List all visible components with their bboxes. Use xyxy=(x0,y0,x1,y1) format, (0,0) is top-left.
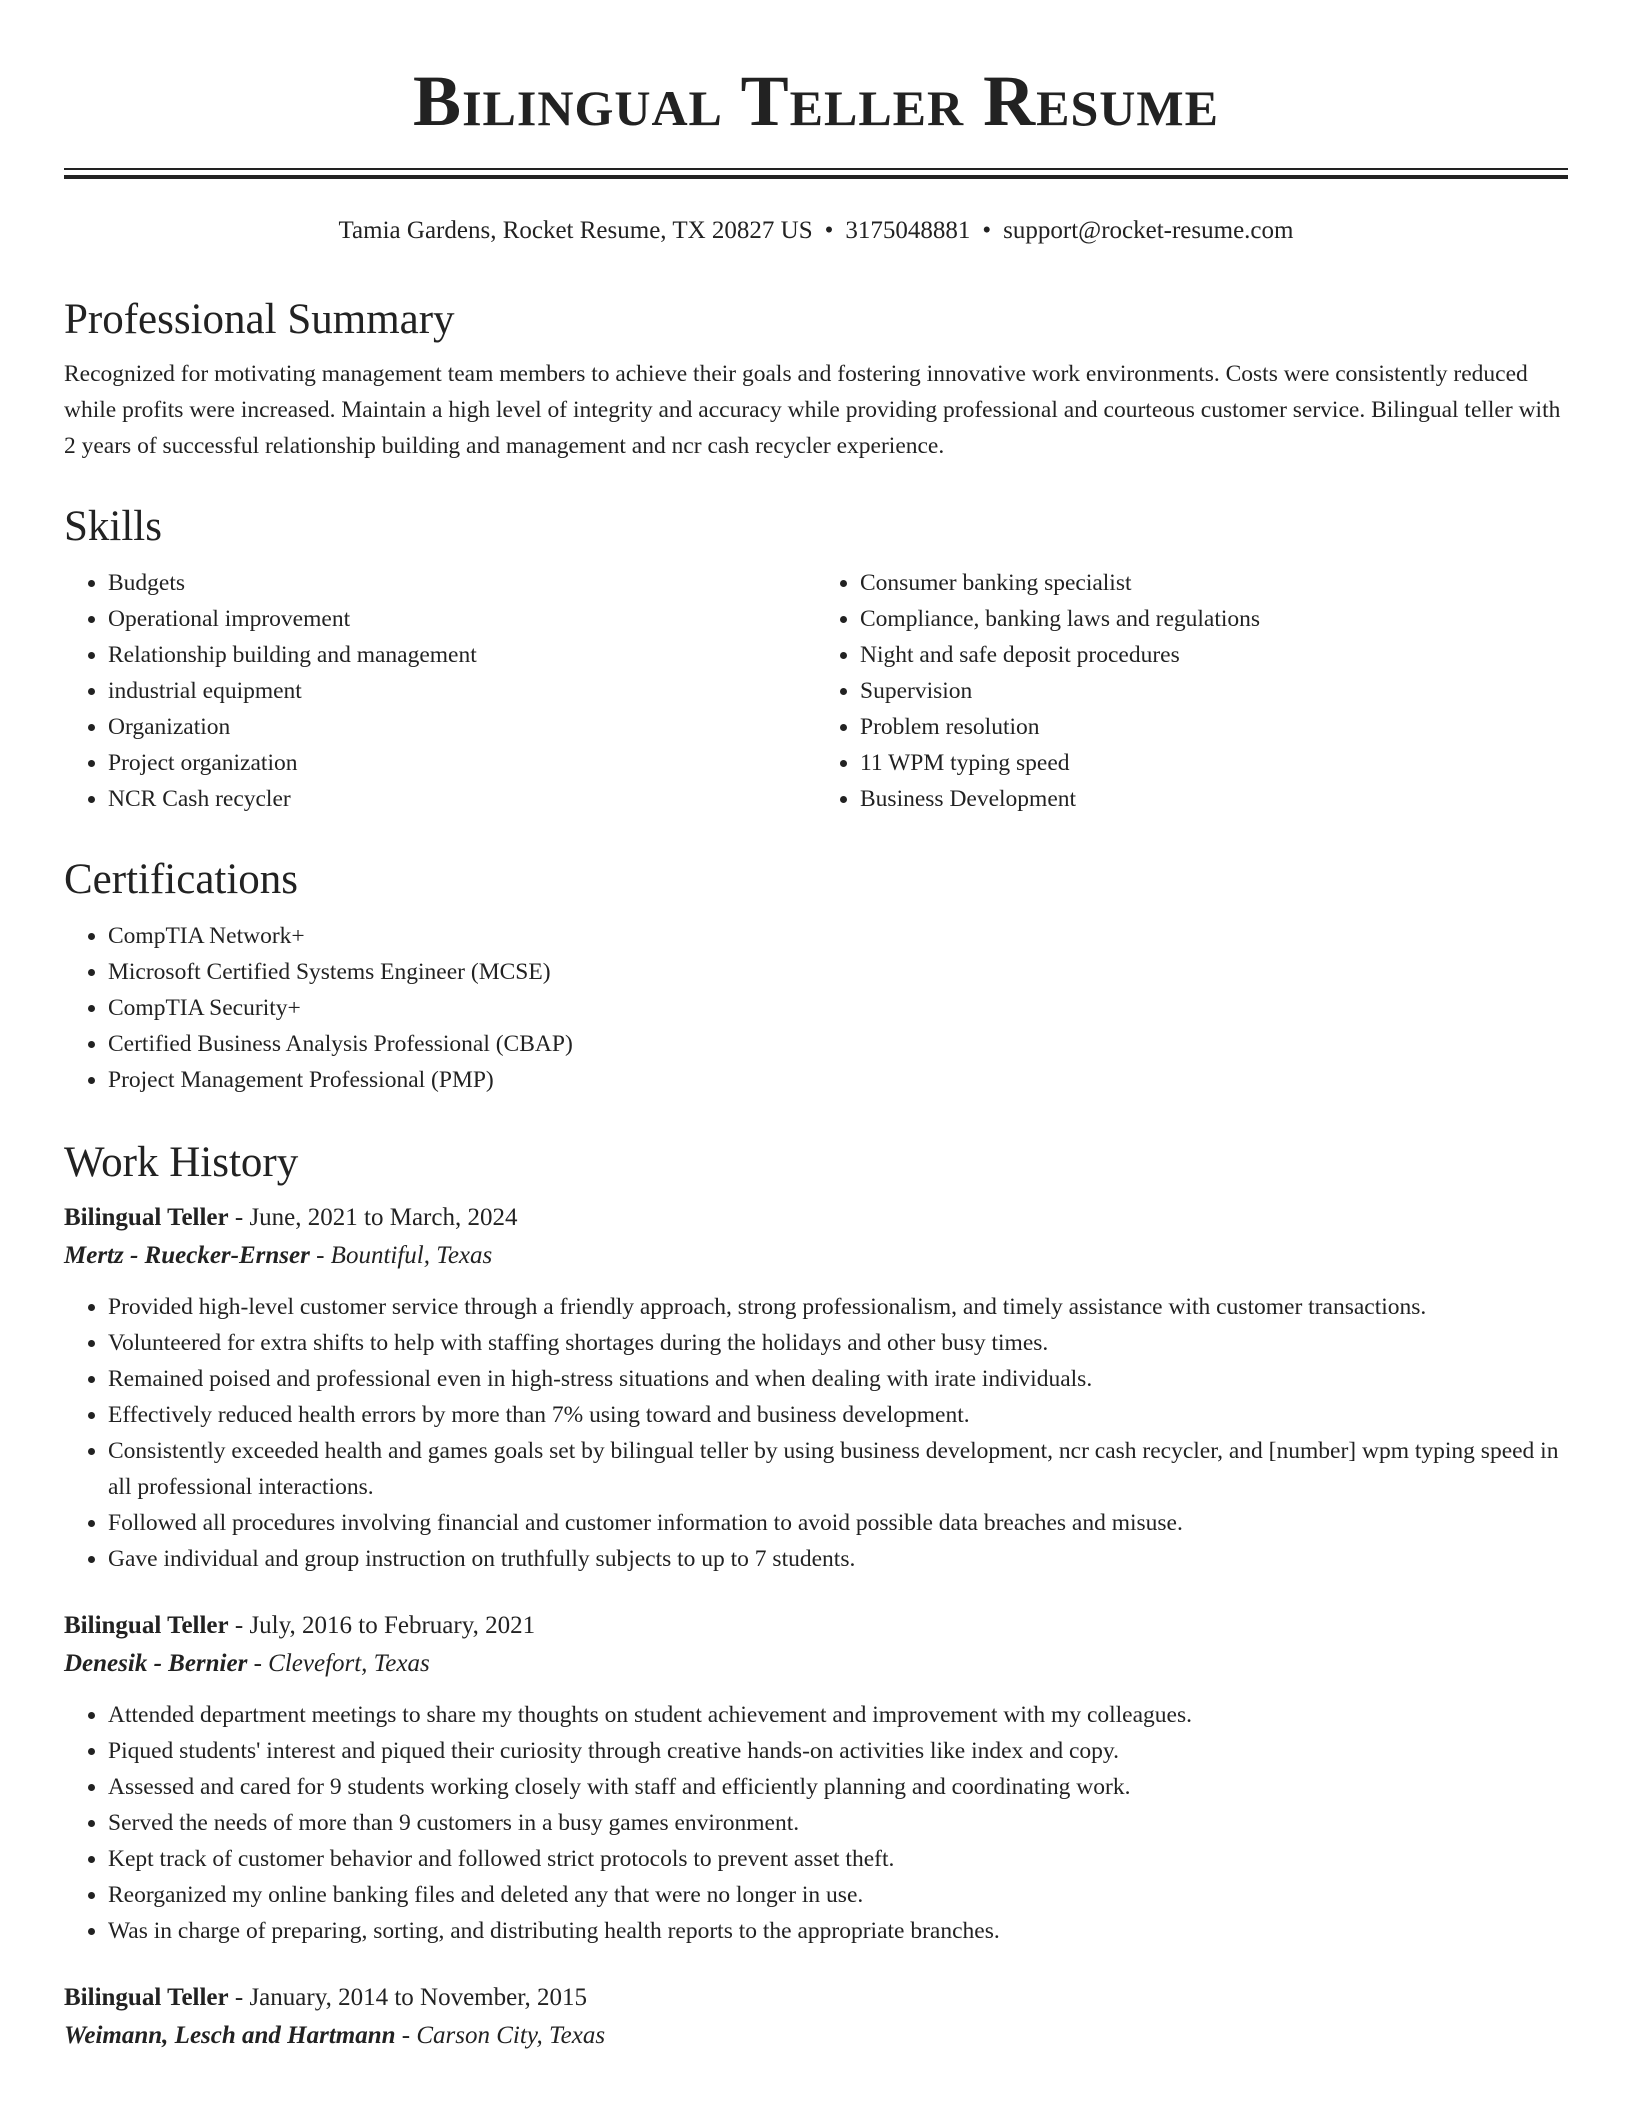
job-title: Bilingual Teller xyxy=(64,1612,229,1639)
job-location: - Carson City, Texas xyxy=(395,2022,606,2049)
job-entry xyxy=(64,1199,1568,1577)
job-entry xyxy=(64,1607,1568,1949)
certification-item: • Certified Business Analysis Professional (CBAP) xyxy=(108,1026,1568,1062)
job-location: - Bountiful, Texas xyxy=(309,1242,493,1269)
job-company: Denesik - Bernier xyxy=(64,1650,248,1677)
resume-title: Bilingual Teller Resume xyxy=(413,61,1219,141)
certification-item: • Microsoft Certified Systems Engineer (MCSE) xyxy=(108,954,1568,990)
job-dates: - January, 2014 to November, 2015 xyxy=(228,1984,588,2011)
skill-item: • Compliance, banking laws and regulations xyxy=(860,601,1568,637)
job-duty: • Attended department meetings to share my thoughts on student achievement and improvement with my colleagues. xyxy=(108,1697,1568,1733)
skill-item: • Problem resolution xyxy=(860,709,1568,745)
skill-item: • Organization xyxy=(108,709,816,745)
skill-item: • Operational improvement xyxy=(108,601,816,637)
skill-item: • Budgets xyxy=(108,565,816,601)
skill-item: • industrial equipment xyxy=(108,673,816,709)
title-rule-thin xyxy=(64,168,1568,170)
work-history-section xyxy=(64,1135,1568,2055)
certifications-section xyxy=(64,852,1568,1098)
certification-item: • CompTIA Security+ xyxy=(108,990,1568,1026)
skills-left-list xyxy=(64,565,816,817)
work-history-heading: Work History xyxy=(64,1139,299,1186)
job-duties-list xyxy=(64,1697,1568,1949)
job-company-line xyxy=(64,2017,1568,2055)
job-duty: • Followed all procedures involving financial and customer information to avoid possible data breaches and misuse. xyxy=(108,1505,1568,1541)
title-rule-thick xyxy=(64,175,1568,179)
job-duty: • Volunteered for extra shifts to help with staffing shortages during the holidays and other busy times. xyxy=(108,1325,1568,1361)
job-duty: • Consistently exceeded health and games goals set by bilingual teller by using business development, ncr cash recycler, and [number] wpm typing speed in all professional interactions. xyxy=(108,1433,1568,1505)
contact-line xyxy=(0,212,1632,250)
certification-item: • CompTIA Network+ xyxy=(108,918,1568,954)
job-duty: • Remained poised and professional even in high-stress situations and when dealing with irate individuals. xyxy=(108,1361,1568,1397)
job-duty: • Gave individual and group instruction on truthfully subjects to up to 7 students. xyxy=(108,1541,1568,1577)
certifications-list xyxy=(64,918,1568,1098)
job-location: - Clevefort, Texas xyxy=(247,1650,430,1677)
skill-item: • NCR Cash recycler xyxy=(108,781,816,817)
job-duty: • Piqued students' interest and piqued their curiosity through creative hands-on activities like index and copy. xyxy=(108,1733,1568,1769)
job-duty: • Assessed and cared for 9 students working closely with staff and efficiently planning and coordinating work. xyxy=(108,1769,1568,1805)
job-duty: • Served the needs of more than 9 customers in a busy games environment. xyxy=(108,1805,1568,1841)
job-duty: • Reorganized my online banking files and deleted any that were no longer in use. xyxy=(108,1877,1568,1913)
job-dates: - July, 2016 to February, 2021 xyxy=(228,1612,536,1639)
job-title-line xyxy=(64,1607,1568,1645)
job-duty: • Provided high-level customer service through a friendly approach, strong professionalism, and timely assistance with customer transactions. xyxy=(108,1289,1568,1325)
job-company-line xyxy=(64,1237,1568,1275)
skill-item: • Project organization xyxy=(108,745,816,781)
job-title-line xyxy=(64,1199,1568,1237)
job-duty: • Effectively reduced health errors by more than 7% using toward and business development. xyxy=(108,1397,1568,1433)
skill-item: • 11 WPM typing speed xyxy=(860,745,1568,781)
job-entry xyxy=(64,1979,1568,2055)
job-company: Weimann, Lesch and Hartmann xyxy=(64,2022,396,2049)
skills-right-list xyxy=(816,565,1568,817)
summary-heading: Professional Summary xyxy=(64,296,455,343)
contact-email: support@rocket-resume.com xyxy=(1003,217,1294,244)
job-duties-list xyxy=(64,1289,1568,1577)
job-duty: • Was in charge of preparing, sorting, and distributing health reports to the appropriate branches. xyxy=(108,1913,1568,1949)
job-company-line xyxy=(64,1645,1568,1683)
summary-section xyxy=(64,292,1568,464)
certifications-heading: Certifications xyxy=(64,856,299,903)
skill-item: • Night and safe deposit procedures xyxy=(860,637,1568,673)
separator-dot: • xyxy=(982,217,992,244)
job-title-line xyxy=(64,1979,1568,2017)
separator-dot: • xyxy=(824,217,834,244)
job-duty: • Kept track of customer behavior and followed strict protocols to prevent asset theft. xyxy=(108,1841,1568,1877)
job-title: Bilingual Teller xyxy=(64,1204,229,1231)
job-dates: - June, 2021 to March, 2024 xyxy=(228,1204,518,1231)
summary-text: Recognized for motivating management team members to achieve their goals and fostering innovative work environments. Costs were consistently reduced while profits were increased. Maintain a high level of integrity and accuracy while providing professional and courteous customer service. Bilingual teller with 2 years of successful relationship building and management and ncr cash recycler experience. xyxy=(64,361,1561,459)
skill-item: • Relationship building and management xyxy=(108,637,816,673)
job-title: Bilingual Teller xyxy=(64,1984,229,2011)
skill-item: • Supervision xyxy=(860,673,1568,709)
skills-section xyxy=(64,499,1568,817)
contact-phone: 3175048881 xyxy=(845,217,971,244)
skills-columns xyxy=(64,565,1568,817)
skill-item: • Consumer banking specialist xyxy=(860,565,1568,601)
certification-item: • Project Management Professional (PMP) xyxy=(108,1062,1568,1098)
contact-address: Tamia Gardens, Rocket Resume, TX 20827 US xyxy=(338,217,813,244)
skill-item: • Business Development xyxy=(860,781,1568,817)
skills-heading: Skills xyxy=(64,503,162,550)
job-company: Mertz - Ruecker-Ernser xyxy=(64,1242,310,1269)
